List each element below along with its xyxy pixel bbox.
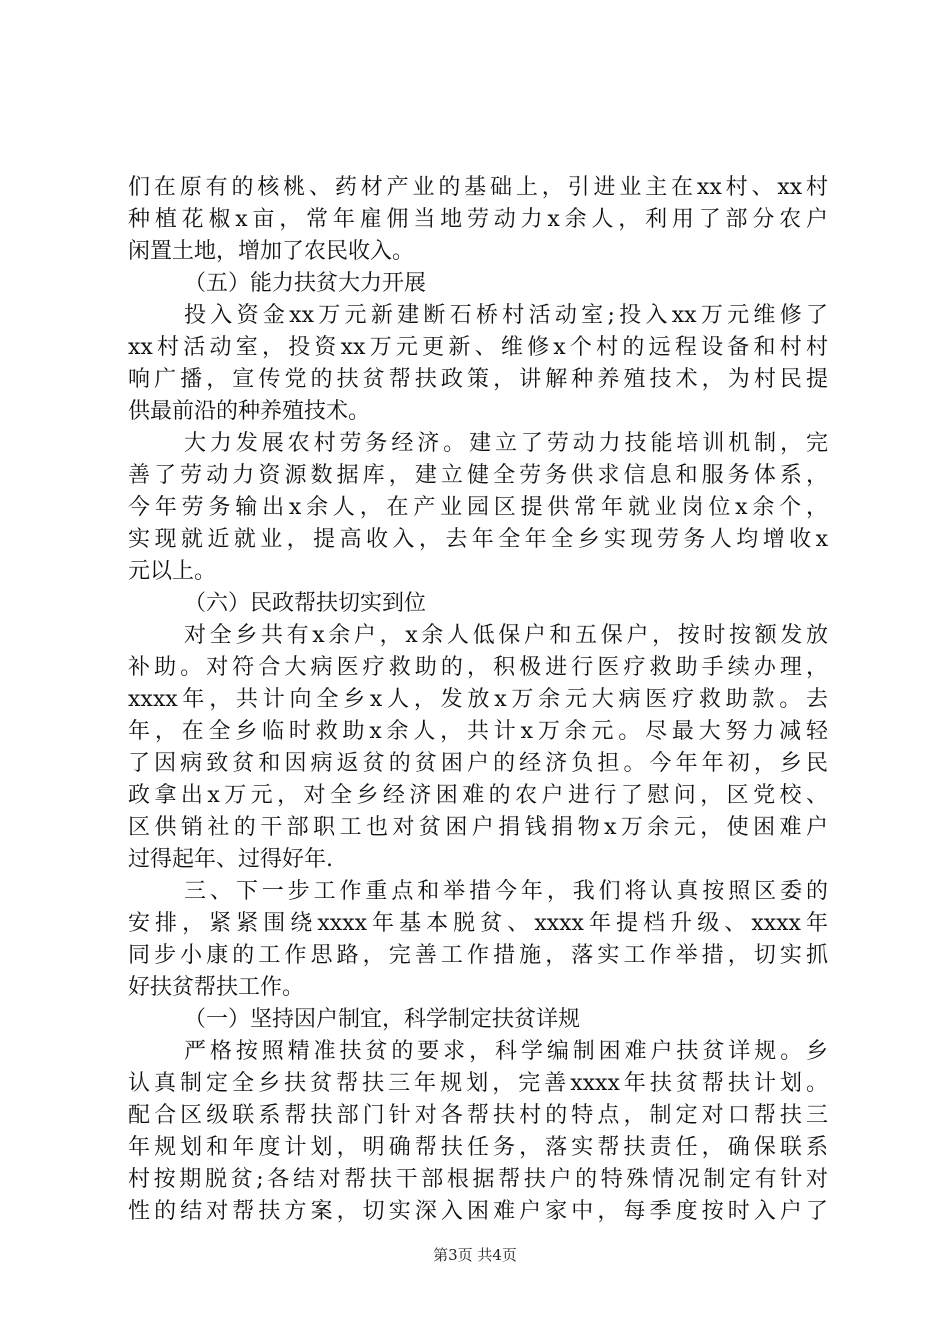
paragraph-line: 善了劳动力资源数据库，建立健全劳务供求信息和服务体系， — [128, 463, 828, 488]
paragraph-line: 元以上。 — [128, 559, 217, 584]
paragraph-line: 同步小康的工作思路，完善工作措施，落实工作举措，切实抓 — [128, 943, 828, 968]
paragraph-line: 响广播，宣传党的扶贫帮扶政策，讲解种养殖技术，为村民提 — [128, 367, 828, 392]
paragraph-line: 安排，紧紧围绕xxxx年基本脱贫、xxxx年提档升级、xxxx年 — [128, 911, 828, 936]
paragraph-line: 们在原有的核桃、药材产业的基础上，引进业主在xx村、xx村 — [128, 175, 828, 200]
section-heading: （一）坚持因户制宜，科学制定扶贫详规 — [184, 1007, 581, 1032]
paragraph-line: 村按期脱贫;各结对帮扶干部根据帮扶户的特殊情况制定有针对 — [128, 1167, 828, 1192]
paragraph-line: 配合区级联系帮扶部门针对各帮扶村的特点，制定对口帮扶三 — [128, 1103, 828, 1128]
paragraph-line: 大力发展农村劳务经济。建立了劳动力技能培训机制，完 — [184, 431, 828, 456]
paragraph-line: 种植花椒x亩，常年雇佣当地劳动力x余人，利用了部分农户 — [128, 207, 828, 232]
paragraph-line: 投入资金xx万元新建断石桥村活动室;投入xx万元维修了 — [184, 303, 828, 328]
paragraph-line: 供最前沿的种养殖技术。 — [128, 399, 371, 424]
section-heading: （五）能力扶贫大力开展 — [184, 271, 427, 296]
paragraph-line: 严格按照精准扶贫的要求，科学编制困难户扶贫详规。乡 — [184, 1039, 828, 1064]
paragraph-line: xx村活动室，投资xx万元更新、维修x个村的远程设备和村村 — [128, 335, 828, 360]
paragraph-line: 实现就近就业，提高收入，去年全年全乡实现劳务人均增收x — [128, 527, 828, 552]
paragraph-line: 年，在全乡临时救助x余人，共计x万余元。尽最大努力减轻 — [128, 719, 828, 744]
paragraph-line: 对全乡共有x余户，x余人低保户和五保户，按时按额发放 — [184, 623, 828, 648]
paragraph-line: 认真制定全乡扶贫帮扶三年规划，完善xxxx年扶贫帮扶计划。 — [128, 1071, 828, 1096]
paragraph-line: 区供销社的干部职工也对贫困户捐钱捐物x万余元，使困难户 — [128, 815, 828, 840]
paragraph-line: 了因病致贫和因病返贫的贫困户的经济负担。今年年初，乡民 — [128, 751, 828, 776]
paragraph-line: 好扶贫帮扶工作。 — [128, 975, 305, 1000]
paragraph-line: 闲置土地，增加了农民收入。 — [128, 239, 415, 264]
document-body — [128, 172, 828, 1228]
paragraph-line: 过得起年、过得好年. — [128, 847, 333, 872]
paragraph-line: 政拿出x万元，对全乡经济困难的农户进行了慰问，区党校、 — [128, 783, 828, 808]
page-footer: 第3页 共4页 — [433, 1246, 517, 1264]
section-heading: （六）民政帮扶切实到位 — [184, 591, 427, 616]
paragraph-line: xxxx年，共计向全乡x人，发放x万余元大病医疗救助款。去 — [128, 687, 828, 712]
paragraph-line: 年规划和年度计划，明确帮扶任务，落实帮扶责任，确保联系 — [128, 1135, 828, 1160]
paragraph-line: 三、下一步工作重点和举措今年，我们将认真按照区委的 — [184, 879, 828, 904]
paragraph-line: 今年劳务输出x余人，在产业园区提供常年就业岗位x余个， — [128, 495, 828, 520]
paragraph-line: 补助。对符合大病医疗救助的，积极进行医疗救助手续办理， — [128, 655, 828, 680]
paragraph-line: 性的结对帮扶方案，切实深入困难户家中，每季度按时入户了 — [128, 1199, 828, 1224]
